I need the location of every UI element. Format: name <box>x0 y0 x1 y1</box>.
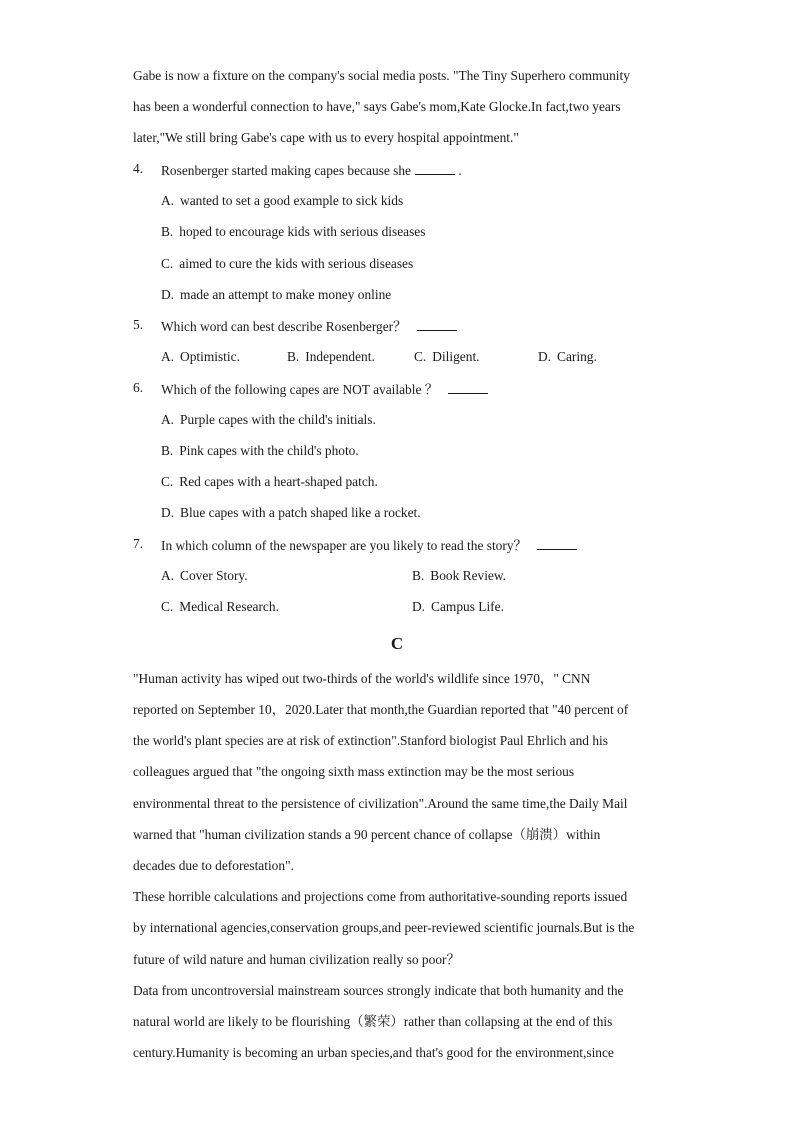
passage-line: These horrible calculations and projections come from authoritative-sounding reports issued <box>133 889 628 904</box>
question-number: 7. <box>133 536 144 551</box>
option-text: Diligent. <box>432 349 480 364</box>
question-stem <box>161 160 462 180</box>
passage-line: by international agencies,conservation groups,and peer-reviewed scientific journals.But is the <box>133 920 635 935</box>
question-stem <box>161 379 488 399</box>
option-text: Caring. <box>557 349 597 364</box>
option-text: Medical Research. <box>179 599 279 614</box>
question-stem-text: In which column of the newspaper are you likely to read the story？ <box>161 538 527 553</box>
question-number: 6. <box>133 380 144 395</box>
option-text: hoped to encourage kids with serious diseases <box>179 224 426 239</box>
option-text: Book Review. <box>430 568 507 583</box>
passage-line: future of wild nature and human civilization really so poor？ <box>133 952 460 967</box>
option-letter: C. <box>161 599 174 614</box>
option-text: Campus Life. <box>431 599 504 614</box>
option <box>538 348 597 366</box>
option-letter: B. <box>161 224 174 239</box>
passage-line: the world's plant species are at risk of extinction".Stanford biologist Paul Ehrlich and his <box>133 733 608 748</box>
option-text: Blue capes with a patch shaped like a rocket. <box>180 505 421 520</box>
option-text: Purple capes with the child's initials. <box>180 412 376 427</box>
question-stem <box>161 535 577 555</box>
passage-line: Gabe is now a fixture on the company's social media posts. "The Tiny Superhero community <box>133 68 630 83</box>
option-text: Independent. <box>305 349 375 364</box>
option <box>161 223 425 241</box>
option-text: Cover Story. <box>180 568 248 583</box>
option-text: aimed to cure the kids with serious diseases <box>179 256 414 271</box>
option <box>287 348 375 366</box>
answer-blank[interactable] <box>415 160 455 175</box>
option-text: made an attempt to make money online <box>180 287 392 302</box>
option <box>161 504 421 522</box>
option <box>161 192 403 210</box>
option-letter: A. <box>161 193 175 208</box>
option-text: Optimistic. <box>180 349 240 364</box>
passage-line: environmental threat to the persistence of civilization".Around the same time,the Daily Mail <box>133 796 628 811</box>
option <box>161 348 240 366</box>
option-letter: B. <box>412 568 425 583</box>
section-title: C <box>390 634 404 653</box>
passage-line: warned that "human civilization stands a 90 percent chance of collapse（崩溃）within <box>133 827 601 842</box>
option <box>161 473 378 491</box>
option-letter: C. <box>161 474 174 489</box>
passage-line: natural world are likely to be flourishing（繁荣）rather than collapsing at the end of this <box>133 1014 613 1029</box>
question-number: 5. <box>133 317 144 332</box>
passage-line: "Human activity has wiped out two-thirds of the world's wildlife since 1970，" CNN <box>133 671 591 686</box>
question-stem-text: Which word can best describe Rosenberger？ <box>161 319 407 334</box>
passage-line: reported on September 10，2020.Later that month,the Guardian reported that "40 percent of <box>133 702 629 717</box>
question-stem <box>161 316 457 336</box>
option-letter: C. <box>161 256 174 271</box>
option-letter: D. <box>412 599 426 614</box>
option-letter: B. <box>287 349 300 364</box>
option <box>161 286 391 304</box>
passage-line: century.Humanity is becoming an urban species,and that's good for the environment,since <box>133 1045 614 1060</box>
option-letter: A. <box>161 412 175 427</box>
question-stem-text: Which of the following capes are NOT available ？ <box>161 382 439 397</box>
option-text: wanted to set a good example to sick kids <box>180 193 404 208</box>
option-letter: D. <box>161 505 175 520</box>
option <box>414 348 480 366</box>
option-letter: C. <box>414 349 427 364</box>
passage-line: colleagues argued that "the ongoing sixth mass extinction may be the most serious <box>133 764 575 779</box>
question-stem-tail: . <box>455 163 462 178</box>
option-letter: A. <box>161 349 175 364</box>
passage-line: has been a wonderful connection to have," says Gabe's mom,Kate Glocke.In fact,two years <box>133 99 621 114</box>
answer-blank[interactable] <box>417 316 457 331</box>
option-text: Red capes with a heart-shaped patch. <box>179 474 378 489</box>
option <box>161 567 248 585</box>
option <box>412 598 504 616</box>
option-text: Pink capes with the child's photo. <box>179 443 359 458</box>
option <box>412 567 506 585</box>
question-stem-text: Rosenberger started making capes because she <box>161 163 411 178</box>
option <box>161 255 413 273</box>
passage-line: later,"We still bring Gabe's cape with us to every hospital appointment." <box>133 130 519 145</box>
answer-blank[interactable] <box>537 535 577 550</box>
option <box>161 442 359 460</box>
option-letter: D. <box>538 349 552 364</box>
option <box>161 598 279 616</box>
option-letter: A. <box>161 568 175 583</box>
question-number: 4. <box>133 161 144 176</box>
answer-blank[interactable] <box>448 379 488 394</box>
option-letter: B. <box>161 443 174 458</box>
option-letter: D. <box>161 287 175 302</box>
passage-line: decades due to deforestation". <box>133 858 294 873</box>
option <box>161 411 376 429</box>
passage-line: Data from uncontroversial mainstream sources strongly indicate that both humanity and the <box>133 983 624 998</box>
